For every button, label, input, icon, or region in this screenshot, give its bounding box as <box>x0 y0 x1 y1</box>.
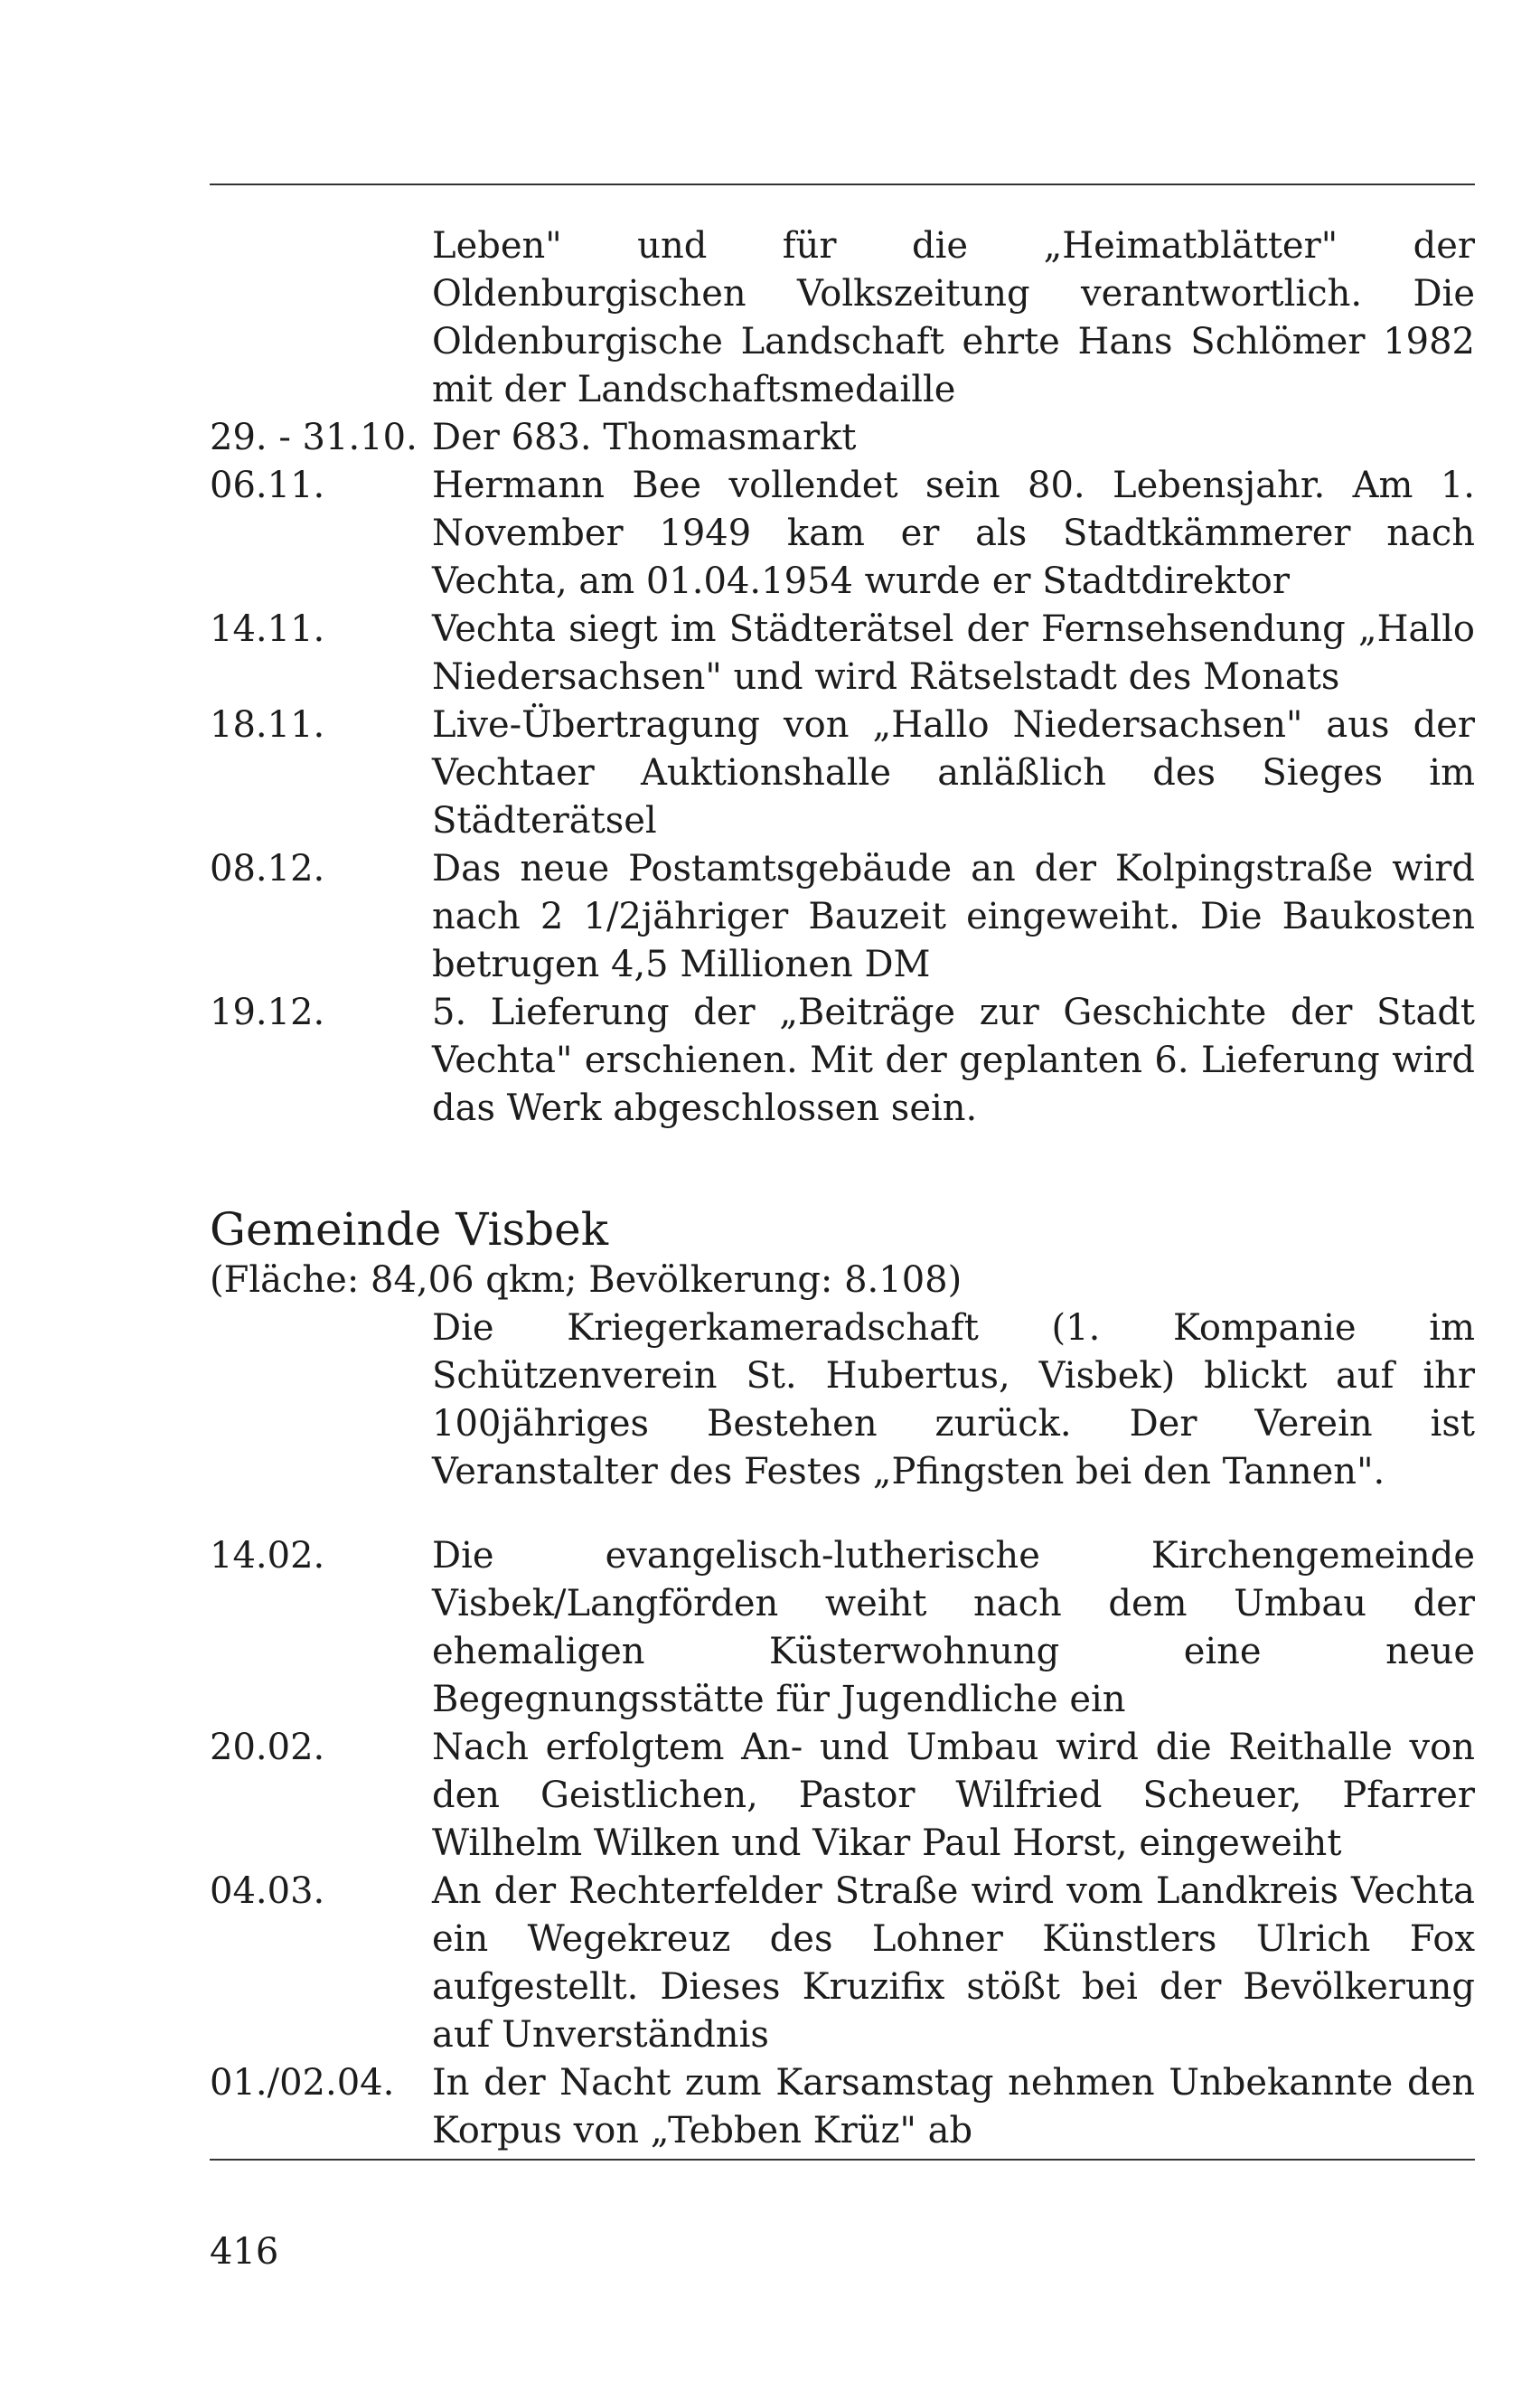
entry-date: 01./02.04. <box>210 2062 395 2104</box>
chronicle-entry <box>210 1532 1475 1724</box>
entry-text: Nach erfolgtem An- und Umbau wird die Reithalle von den Geistlichen, Pastor Wilfried Scheuer, Pfarrer Wilhelm Wilken und Vikar Paul Horst, eingeweiht <box>432 1727 1475 1864</box>
entry-text: Das neue Postamtsgebäude an der Kolpingstraße wird nach 2 1/2jähriger Bauzeit eingeweiht. Die Baukosten betrugen 4,5 Millionen DM <box>432 848 1475 985</box>
entry-text: Vechta siegt im Städterätsel der Fernsehsendung „Hallo Niedersachsen" und wird Rätselstadt des Monats <box>432 608 1475 698</box>
chronicle-entry <box>210 2059 1475 2155</box>
entry-text: Live-Übertragung von „Hallo Niedersachsen" aus der Vechtaer Auktionshalle anläßlich des Sieges im Städterätsel <box>432 704 1475 842</box>
entry-date: 08.12. <box>210 848 325 890</box>
section-intro: Die Kriegerkameradschaft (1. Kompanie im Schützenverein St. Hubertus, Visbek) blickt auf ihr 100jähriges Bestehen zurück. Der Verein ist Veranstalter des Festes „Pfingsten bei den Tannen". <box>432 1307 1475 1492</box>
entry-text: An der Rechterfelder Straße wird vom Landkreis Vechta ein Wegekreuz des Lohner Künstlers Ulrich Fox aufgestellt. Dieses Kruzifix stößt bei der Bevölkerung auf Unverständnis <box>432 1870 1475 2056</box>
entry-date: 18.11. <box>210 704 325 746</box>
chronicle-entry <box>210 1724 1475 1868</box>
chronicle-entry <box>210 414 1475 462</box>
entry-date: 20.02. <box>210 1727 325 1768</box>
section-title: Gemeinde Visbek <box>210 1203 608 1256</box>
entry-date: 14.02. <box>210 1535 325 1577</box>
entry-text: Hermann Bee vollendet sein 80. Lebensjahr. Am 1. November 1949 kam er als Stadtkämmerer nach Vechta, am 01.04.1954 wurde er Stadtdirektor <box>432 465 1475 602</box>
entry-date: 19.12. <box>210 992 325 1033</box>
page-number: 416 <box>210 2231 279 2273</box>
chronicle-entry <box>210 462 1475 606</box>
entry-date: 29. - 31.10. <box>210 417 418 458</box>
visbek-entries <box>210 1532 1475 2155</box>
visbek-entries-block <box>210 1532 1475 2155</box>
chronicle-entry <box>210 989 1475 1133</box>
entry-text: In der Nacht zum Karsamstag nehmen Unbekannte den Korpus von „Tebben Krüz" ab <box>432 2062 1475 2151</box>
chronicle-entry <box>210 845 1475 989</box>
visbek-section <box>210 1202 1475 1496</box>
chronicle-entry <box>210 606 1475 701</box>
vechta-entries <box>210 414 1475 1133</box>
vechta-continuation <box>210 222 1475 1133</box>
section-subtitle: (Fläche: 84,06 qkm; Bevölkerung: 8.108) <box>210 1259 963 1301</box>
entry-text: Die evangelisch-lutherische Kirchengemeinde Visbek/Langförden weiht nach dem Umbau der ehemaligen Küsterwohnung eine neue Begegnungsstätte für Jugendliche ein <box>432 1535 1475 1720</box>
chronicle-entry <box>210 701 1475 845</box>
bottom-rule <box>210 2159 1475 2161</box>
top-rule <box>210 184 1475 185</box>
continuation-text: Leben" und für die „Heimatblätter" der Oldenburgischen Volkszeitung verantwortlich. Die Oldenburgische Landschaft ehrte Hans Schlömer 1982 mit der Landschaftsmedaille <box>432 225 1475 410</box>
entry-text: Der 683. Thomasmarkt <box>432 417 857 458</box>
chronicle-entry <box>210 1868 1475 2059</box>
entry-date: 04.03. <box>210 1870 325 1912</box>
entry-date: 06.11. <box>210 465 325 506</box>
entry-text: 5. Lieferung der „Beiträge zur Geschichte der Stadt Vechta" erschienen. Mit der geplanten 6. Lieferung wird das Werk abgeschlossen sein. <box>432 992 1475 1129</box>
entry-date: 14.11. <box>210 608 325 650</box>
